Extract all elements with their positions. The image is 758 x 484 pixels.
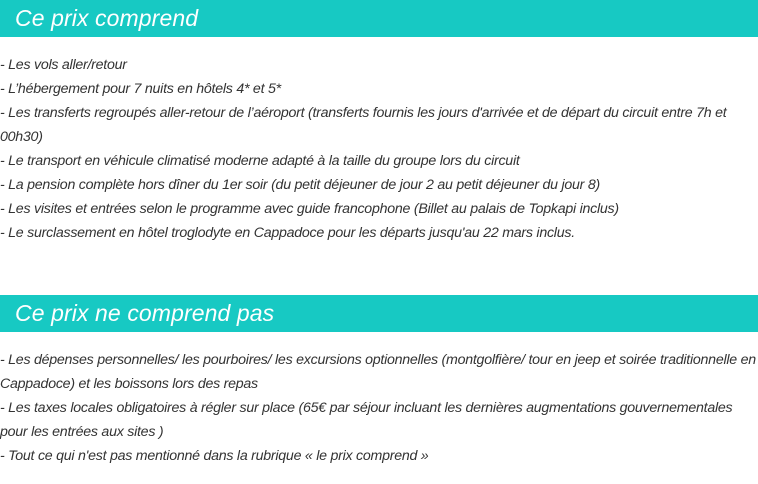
excluded-item-personal-expenses: - Les dépenses personnelles/ les pourboires/ les excursions optionnelles (montgolfière/ tour en jeep et soirée traditionnelle en Cappadoce) et les boissons lors des repas xyxy=(0,352,756,392)
included-item-flights: - Les vols aller/retour xyxy=(0,57,127,73)
excluded-item-local-taxes: - Les taxes locales obligatoires à régler sur place (65€ par séjour incluant les dernières augmentations gouvernementales pour les entrées aux sites ) xyxy=(0,400,733,440)
excluded-item-not-mentioned: - Tout ce qui n'est pas mentionné dans la rubrique « le prix comprend » xyxy=(0,448,429,464)
included-item-transfers: - Les transferts regroupés aller-retour de l’aéroport (transferts fournis les jours d'arrivée et de départ du circuit entre 7h et 00h30) xyxy=(0,105,727,145)
included-item-visits: - Les visites et entrées selon le programme avec guide francophone (Billet au palais de Topkapi inclus) xyxy=(0,201,619,217)
excluded-items-list xyxy=(0,348,758,468)
excluded-section-header xyxy=(0,295,758,332)
included-items-list xyxy=(0,53,758,245)
included-item-meals: - La pension complète hors dîner du 1er soir (du petit déjeuner de jour 2 au petit déjeuner du jour 8) xyxy=(0,177,600,193)
included-item-upgrade: - Le surclassement en hôtel troglodyte en Cappadoce pour les départs jusqu'au 22 mars inclus. xyxy=(0,225,575,241)
included-item-transport: - Le transport en véhicule climatisé moderne adapté à la taille du groupe lors du circuit xyxy=(0,153,520,169)
included-section-header xyxy=(0,0,758,37)
included-item-accommodation: - L’hébergement pour 7 nuits en hôtels 4* et 5* xyxy=(0,81,281,97)
excluded-section-title: Ce prix ne comprend pas xyxy=(15,300,275,326)
included-section-title: Ce prix comprend xyxy=(15,5,199,31)
